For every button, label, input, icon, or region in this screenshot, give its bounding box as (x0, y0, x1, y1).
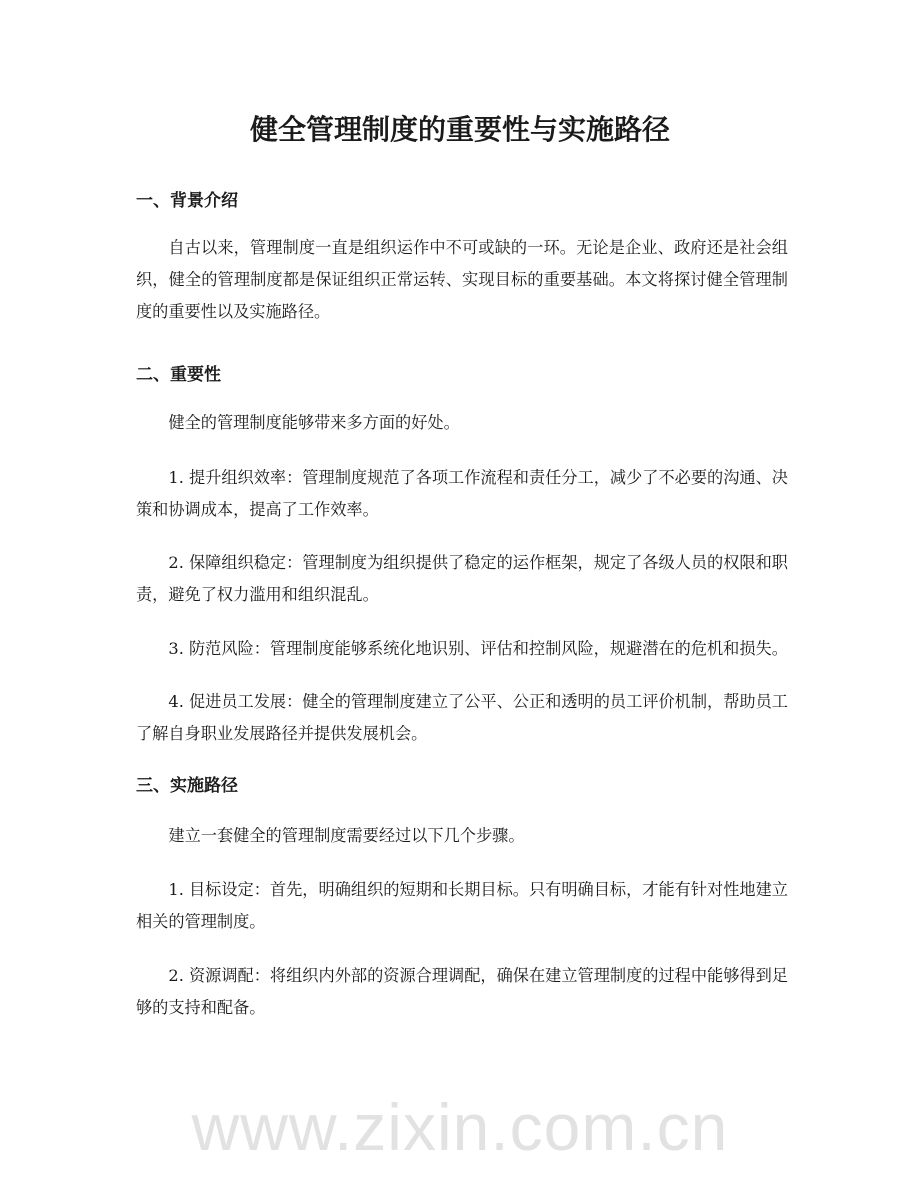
list-item: 2. 保障组织稳定：管理制度为组织提供了稳定的运作框架，规定了各级人员的权限和职责，避免了权力滥用和组织混乱。 (136, 553, 788, 604)
section-heading: 一、背景介绍 (136, 191, 238, 211)
list-item: 4. 促进员工发展：健全的管理制度建立了公平、公正和透明的员工评价机制，帮助员工了解自身职业发展路径并提供发展机会。 (136, 692, 788, 743)
paragraph: 自古以来，管理制度一直是组织运作中不可或缺的一环。无论是企业、政府还是社会组织，健全的管理制度都是保证组织正常运转、实现目标的重要基础。本文将探讨健全管理制度的重要性以及实施路径。 (136, 238, 788, 321)
section-heading: 三、实施路径 (136, 776, 238, 796)
document-page (136, 0, 788, 1024)
section-heading: 二、重要性 (136, 365, 221, 385)
paragraph: 健全的管理制度能够带来多方面的好处。 (168, 413, 460, 432)
watermark: www.zixin.com.cn (191, 1090, 729, 1164)
paragraph: 建立一套健全的管理制度需要经过以下几个步骤。 (168, 826, 525, 845)
list-item: 1. 目标设定：首先，明确组织的短期和长期目标。只有明确目标，才能有针对性地建立相关的管理制度。 (136, 880, 788, 931)
list-item: 3. 防范风险：管理制度能够系统化地识别、评估和控制风险，规避潜在的危机和损失。 (168, 639, 788, 658)
list-item: 2. 资源调配：将组织内外部的资源合理调配，确保在建立管理制度的过程中能够得到足够的支持和配备。 (136, 966, 788, 1017)
list-item: 1. 提升组织效率：管理制度规范了各项工作流程和责任分工，减少了不必要的沟通、决策和协调成本，提高了工作效率。 (136, 468, 788, 519)
document-title: 健全管理制度的重要性与实施路径 (249, 113, 670, 146)
